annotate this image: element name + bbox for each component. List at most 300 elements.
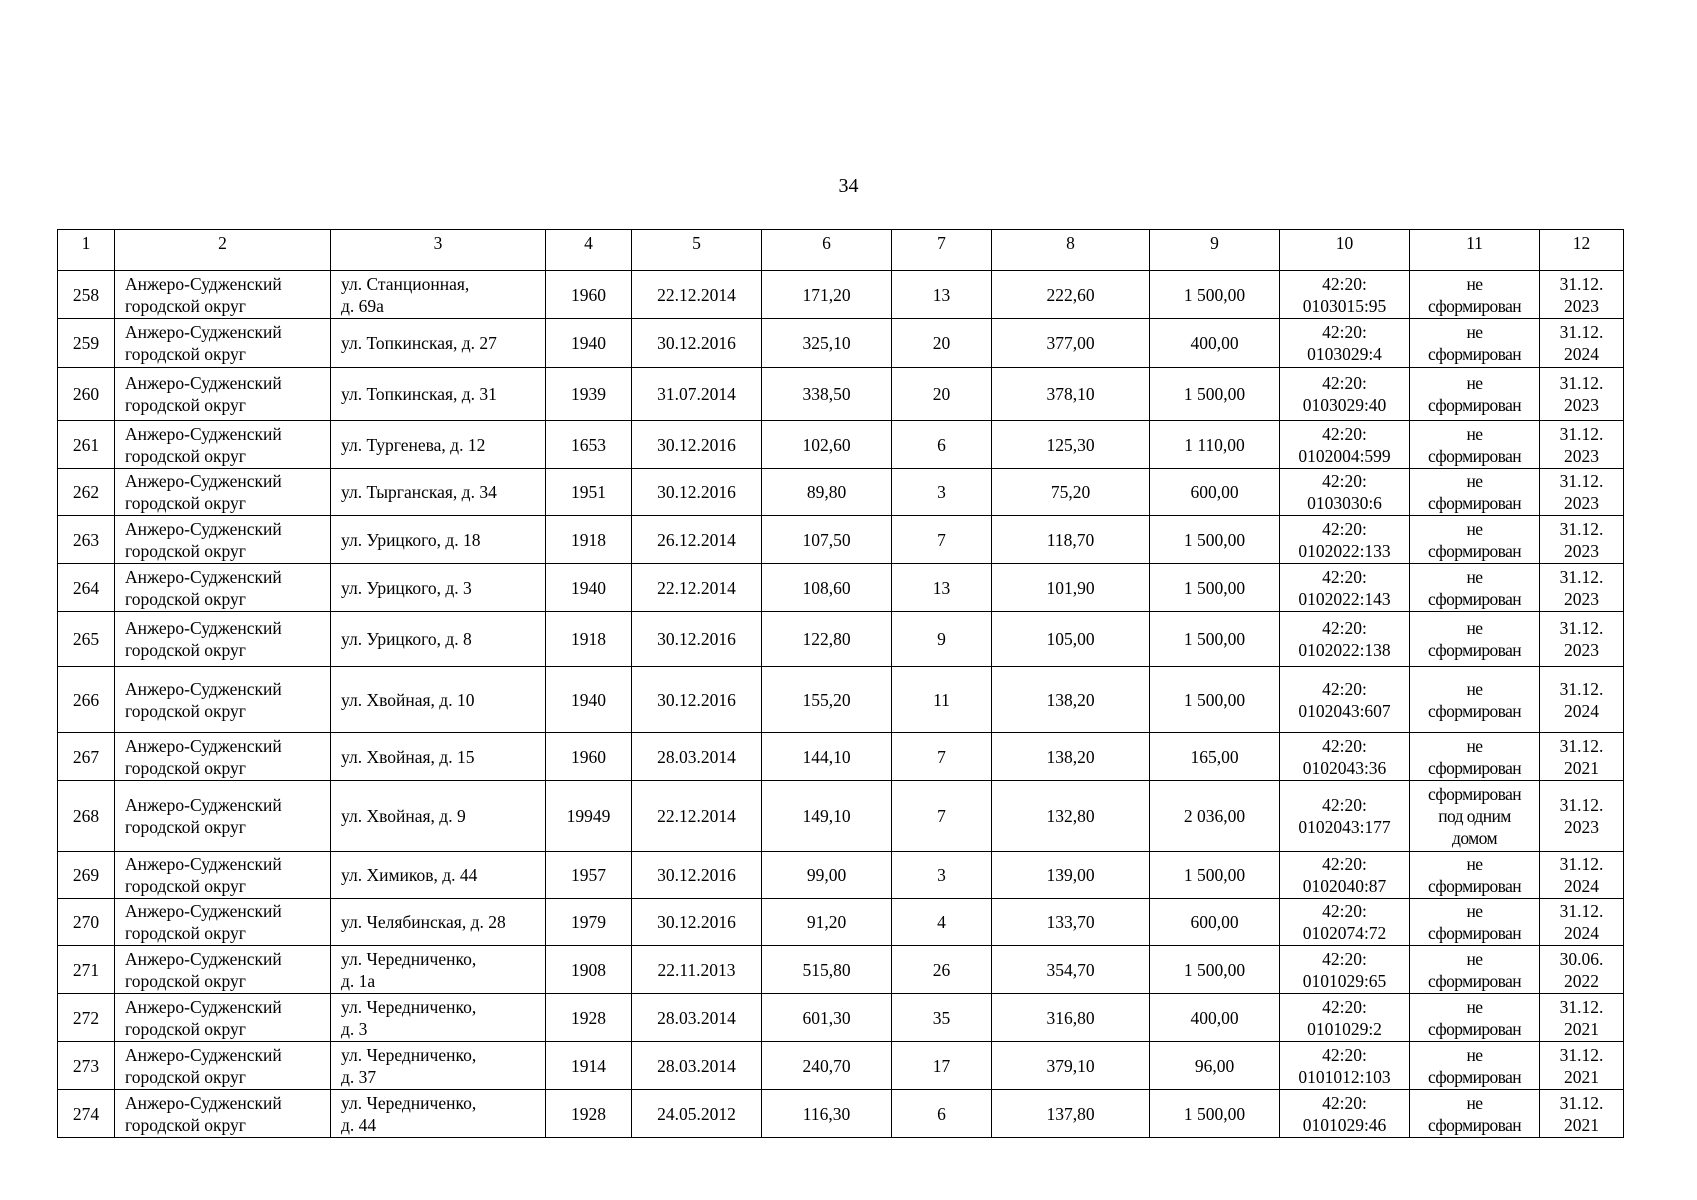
cell-line: 22.12.2014 [657,284,736,305]
cell-address [331,421,546,469]
cell-row-number [58,733,115,781]
cell-line: 0103029:4 [1307,344,1382,364]
cell-line: 6 [937,1103,946,1124]
cell-municipality [115,946,331,994]
cell-residents [892,271,992,319]
cell-area-total [992,781,1150,852]
cell-row-number [58,781,115,852]
table-body [58,271,1624,1138]
cell-cost [1150,1042,1280,1090]
cell-area [762,1042,892,1090]
cell-row-number [58,1090,115,1138]
cell-line: 0101029:65 [1302,970,1387,991]
cell-line: 35 [932,1007,951,1028]
cell-line: 2021 [1564,1066,1599,1087]
cell-municipality [115,516,331,564]
cell-cadastral-number [1280,899,1410,946]
cell-row-number [58,899,115,946]
cell-cadastral-number [1280,1090,1410,1138]
cell-line: городской округ [125,1114,246,1135]
cell-line: 400,00 [1190,1007,1239,1028]
table-row [58,319,1624,368]
cell-deadline [1540,564,1624,612]
cell-year [546,368,632,421]
cell-line: городской округ [125,588,246,609]
cell-date [632,564,762,612]
cell-line: 42:20: [1322,735,1367,756]
cell-deadline [1540,899,1624,946]
cell-line: Анжеро-Судженский [125,1044,282,1065]
table-row [58,781,1624,852]
cell-line: 96,00 [1194,1055,1235,1076]
cell-cost [1150,421,1280,469]
cell-line: сформирован [1427,295,1522,316]
cell-row-number [58,516,115,564]
cell-line: не [1466,678,1483,699]
cell-line: 139,00 [1046,865,1095,885]
cell-municipality [115,1042,331,1090]
cell-line: городской округ [125,1066,246,1087]
cell-land-status [1410,368,1540,421]
cell-line: Анжеро-Судженский [125,948,282,969]
cell-line: сформирован [1427,344,1522,364]
cell-address [331,368,546,421]
cell-line: 4 [937,912,946,932]
cell-line: 1 500,00 [1183,384,1246,404]
cell-residents [892,994,992,1042]
cell-line: 42:20: [1322,618,1367,638]
cell-residents [892,1090,992,1138]
cell-date [632,781,762,852]
cell-line: домом [1452,828,1497,848]
cell-line: 1918 [571,529,606,550]
cell-residents [892,612,992,667]
cell-line: городской округ [125,923,246,943]
cell-deadline [1540,469,1624,516]
cell-line: 31.12. [1559,854,1604,874]
cell-cost [1150,368,1280,421]
register-table [57,229,1624,1138]
cell-land-status [1410,1042,1540,1090]
cell-line: 31.12. [1559,618,1604,638]
cell-deadline [1540,781,1624,852]
cell-line: 273 [72,1055,100,1076]
cell-line: 144,10 [802,746,851,767]
cell-row-number [58,1042,115,1090]
cell-line: 26.12.2014 [657,529,736,550]
cell-cadastral-number [1280,421,1410,469]
cell-land-status [1410,899,1540,946]
cell-line: ул. Хвойная, д. 10 [341,689,475,710]
cell-line: 108,60 [802,577,851,598]
cell-land-status [1410,421,1540,469]
cell-line: не [1466,273,1483,294]
cell-line: 2 036,00 [1183,806,1246,826]
cell-cadastral-number [1280,946,1410,994]
cell-date [632,319,762,368]
cell-line: 1939 [571,384,606,404]
cell-line: городской округ [125,757,246,778]
column-number-year: 4 [546,230,632,271]
table-row [58,612,1624,667]
cell-line: 0102074:72 [1302,923,1387,943]
cell-line: ул. Чередниченко, [341,1044,477,1065]
cell-line: 6 [937,434,946,455]
cell-line: не [1466,518,1483,539]
cell-line: 31.12. [1559,1044,1604,1065]
cell-line: 1940 [571,577,606,598]
cell-line: 268 [72,806,100,826]
cell-line: д. 37 [341,1066,377,1087]
cell-area-total [992,319,1150,368]
cell-residents [892,852,992,899]
cell-line: 26 [932,959,951,980]
cell-line: 0102022:143 [1298,588,1391,609]
cell-line: не [1466,996,1483,1017]
cell-line: ул. Хвойная, д. 9 [341,806,466,826]
cell-deadline [1540,994,1624,1042]
cell-line: 267 [72,746,100,767]
cell-year [546,946,632,994]
column-number-land-status: 11 [1410,230,1540,271]
cell-line: 31.12. [1559,795,1604,815]
cell-year [546,852,632,899]
cell-line: 42:20: [1322,471,1367,491]
cell-line: 133,70 [1046,912,1095,932]
cell-line: ул. Тургенева, д. 12 [341,434,486,455]
cell-residents [892,946,992,994]
cell-line: 1951 [571,482,606,502]
cell-address [331,564,546,612]
cell-line: 1960 [571,746,606,767]
cell-line: 30.12.2016 [657,865,736,885]
cell-cadastral-number [1280,319,1410,368]
cell-line: 7 [937,529,946,550]
cell-line: городской округ [125,1018,246,1039]
cell-line: не [1466,423,1483,444]
cell-line: 7 [937,746,946,767]
cell-line: 0101029:2 [1307,1018,1382,1039]
cell-line: Анжеро-Судженский [125,996,282,1017]
cell-line: 240,70 [802,1055,851,1076]
cell-line: 2024 [1564,876,1599,896]
cell-line: 13 [932,284,951,305]
cell-line: 2023 [1564,445,1599,466]
cell-year [546,899,632,946]
cell-line: 28.03.2014 [657,746,736,767]
cell-line: 30.12.2016 [657,629,736,649]
cell-row-number [58,421,115,469]
cell-municipality [115,667,331,733]
cell-residents [892,516,992,564]
cell-municipality [115,421,331,469]
cell-cadastral-number [1280,994,1410,1042]
cell-date [632,994,762,1042]
cell-address [331,994,546,1042]
cell-year [546,612,632,667]
cell-line: сформирован [1427,640,1522,660]
cell-deadline [1540,421,1624,469]
cell-line: 1 500,00 [1183,689,1246,710]
cell-line: сформирован [1427,757,1522,778]
cell-area [762,271,892,319]
cell-date [632,667,762,733]
cell-address [331,899,546,946]
cell-line: Анжеро-Судженский [125,566,282,587]
cell-address [331,469,546,516]
cell-area [762,469,892,516]
table-row [58,469,1624,516]
cell-line: 22.11.2013 [657,959,736,980]
cell-date [632,946,762,994]
cell-deadline [1540,612,1624,667]
table-row [58,1090,1624,1138]
cell-cadastral-number [1280,781,1410,852]
cell-municipality [115,564,331,612]
cell-cost [1150,733,1280,781]
cell-area [762,733,892,781]
column-number-row [58,230,1624,271]
cell-deadline [1540,1090,1624,1138]
cell-line: 101,90 [1046,577,1095,598]
cell-line: 42:20: [1322,996,1367,1017]
cell-line: не [1466,735,1483,756]
cell-line: 0102022:133 [1298,540,1391,561]
cell-line: 107,50 [802,529,851,550]
cell-line: городской округ [125,395,246,415]
cell-line: 0103029:40 [1302,395,1387,415]
column-number-cost: 9 [1150,230,1280,271]
table-row [58,564,1624,612]
cell-line: 2023 [1564,817,1599,837]
cell-area-total [992,994,1150,1042]
cell-line: 19949 [566,806,611,826]
cell-line: 2024 [1564,344,1599,364]
cell-line: 118,70 [1046,529,1095,550]
cell-line: под одним [1438,806,1511,826]
cell-year [546,781,632,852]
table-row [58,271,1624,319]
cell-line: ул. Тырганская, д. 34 [341,482,497,502]
cell-area-total [992,564,1150,612]
cell-municipality [115,852,331,899]
cell-address [331,667,546,733]
cell-line: 379,10 [1046,1055,1095,1076]
cell-cadastral-number [1280,1042,1410,1090]
cell-line: 20 [932,384,951,404]
cell-line: городской округ [125,817,246,837]
cell-line: 31.12. [1559,1092,1604,1113]
cell-line: 138,20 [1046,689,1095,710]
cell-line: 42:20: [1322,322,1367,342]
cell-land-status [1410,852,1540,899]
cell-residents [892,781,992,852]
cell-line: ул. Чередниченко, [341,1092,477,1113]
cell-line: 11 [933,689,950,710]
cell-date [632,469,762,516]
cell-line: 325,10 [802,333,851,353]
cell-line: Анжеро-Судженский [125,322,282,342]
column-number-deadline: 12 [1540,230,1624,271]
cell-deadline [1540,667,1624,733]
cell-date [632,368,762,421]
cell-line: 3 [937,865,946,885]
cell-address [331,1042,546,1090]
cell-line: 116,30 [802,1103,851,1124]
cell-deadline [1540,852,1624,899]
cell-line: 1 500,00 [1183,529,1246,550]
cell-line: 149,10 [802,806,851,826]
cell-line: 515,80 [802,959,851,980]
table-row [58,899,1624,946]
cell-line: сформирован [1427,445,1522,466]
cell-line: Анжеро-Судженский [125,471,282,491]
cell-cost [1150,516,1280,564]
cell-line: 377,00 [1046,333,1095,353]
cell-area-total [992,469,1150,516]
cell-area [762,994,892,1042]
cell-municipality [115,899,331,946]
cell-line: 400,00 [1190,333,1239,353]
cell-year [546,319,632,368]
cell-line: 31.12. [1559,518,1604,539]
cell-line: 270 [72,912,100,932]
cell-line: 2022 [1564,970,1599,991]
cell-line: ул. Урицкого, д. 3 [341,577,472,598]
cell-line: городской округ [125,445,246,466]
cell-cadastral-number [1280,733,1410,781]
cell-land-status [1410,564,1540,612]
cell-line: сформирован [1427,876,1522,896]
cell-row-number [58,612,115,667]
cell-municipality [115,733,331,781]
cell-land-status [1410,946,1540,994]
cell-deadline [1540,319,1624,368]
column-number-area-total: 8 [992,230,1150,271]
cell-line: 155,20 [802,689,851,710]
cell-area-total [992,612,1150,667]
cell-line: 2023 [1564,295,1599,316]
cell-line: сформирован [1427,1066,1522,1087]
cell-cost [1150,271,1280,319]
cell-land-status [1410,319,1540,368]
cell-deadline [1540,368,1624,421]
cell-address [331,852,546,899]
cell-municipality [115,612,331,667]
cell-line: 1908 [571,959,606,980]
cell-line: не [1466,471,1483,491]
cell-land-status [1410,1090,1540,1138]
cell-deadline [1540,271,1624,319]
cell-line: 165,00 [1190,746,1239,767]
cell-line: 30.12.2016 [657,689,736,710]
cell-line: сформирован [1427,588,1522,609]
cell-row-number [58,368,115,421]
cell-residents [892,1042,992,1090]
cell-line: не [1466,854,1483,874]
cell-area [762,667,892,733]
cell-line: 2024 [1564,923,1599,943]
cell-cost [1150,946,1280,994]
cell-line: 75,20 [1050,482,1091,502]
cell-residents [892,421,992,469]
cell-line: д. 69а [341,295,384,316]
cell-line: 2023 [1564,588,1599,609]
cell-cadastral-number [1280,667,1410,733]
table-row [58,852,1624,899]
cell-line: 42:20: [1322,1092,1367,1113]
cell-date [632,899,762,946]
cell-line: сформирован [1427,395,1522,415]
cell-year [546,516,632,564]
table-row [58,946,1624,994]
cell-line: 22.12.2014 [657,806,736,826]
column-number-municipality: 2 [115,230,331,271]
cell-area [762,319,892,368]
cell-line: 269 [72,865,100,885]
cell-date [632,612,762,667]
table-row [58,667,1624,733]
cell-cadastral-number [1280,612,1410,667]
cell-line: 259 [72,333,100,353]
cell-area [762,852,892,899]
cell-municipality [115,1090,331,1138]
cell-line: 2023 [1564,395,1599,415]
cell-area [762,781,892,852]
cell-line: 1653 [571,434,606,455]
cell-line: городской округ [125,640,246,660]
cell-line: 17 [932,1055,951,1076]
cell-residents [892,469,992,516]
cell-date [632,1090,762,1138]
cell-line: не [1466,322,1483,342]
cell-line: 42:20: [1322,854,1367,874]
cell-cadastral-number [1280,271,1410,319]
cell-line: 42:20: [1322,373,1367,393]
cell-line: сформирован [1427,1114,1522,1135]
cell-line: 265 [72,629,100,649]
cell-line: 338,50 [802,384,851,404]
cell-line: 601,30 [802,1007,851,1028]
cell-deadline [1540,1042,1624,1090]
cell-cost [1150,781,1280,852]
cell-year [546,994,632,1042]
cell-row-number [58,564,115,612]
cell-line: 1940 [571,333,606,353]
cell-line: 1979 [571,912,606,932]
cell-line: 42:20: [1322,795,1367,815]
cell-line: ул. Топкинская, д. 31 [341,384,497,404]
cell-area-total [992,421,1150,469]
cell-cost [1150,469,1280,516]
cell-deadline [1540,516,1624,564]
cell-year [546,733,632,781]
table-row [58,1042,1624,1090]
cell-line: 378,10 [1046,384,1095,404]
cell-cadastral-number [1280,516,1410,564]
cell-line: 2023 [1564,640,1599,660]
cell-line: 600,00 [1190,482,1239,502]
cell-line: 31.12. [1559,735,1604,756]
cell-line: городской округ [125,876,246,896]
cell-line: 258 [72,284,100,305]
cell-line: 0103030:6 [1307,493,1382,513]
cell-cost [1150,852,1280,899]
cell-line: сформирован [1427,493,1522,513]
cell-line: ул. Чередниченко, [341,996,477,1017]
cell-area-total [992,516,1150,564]
column-number-date: 5 [632,230,762,271]
